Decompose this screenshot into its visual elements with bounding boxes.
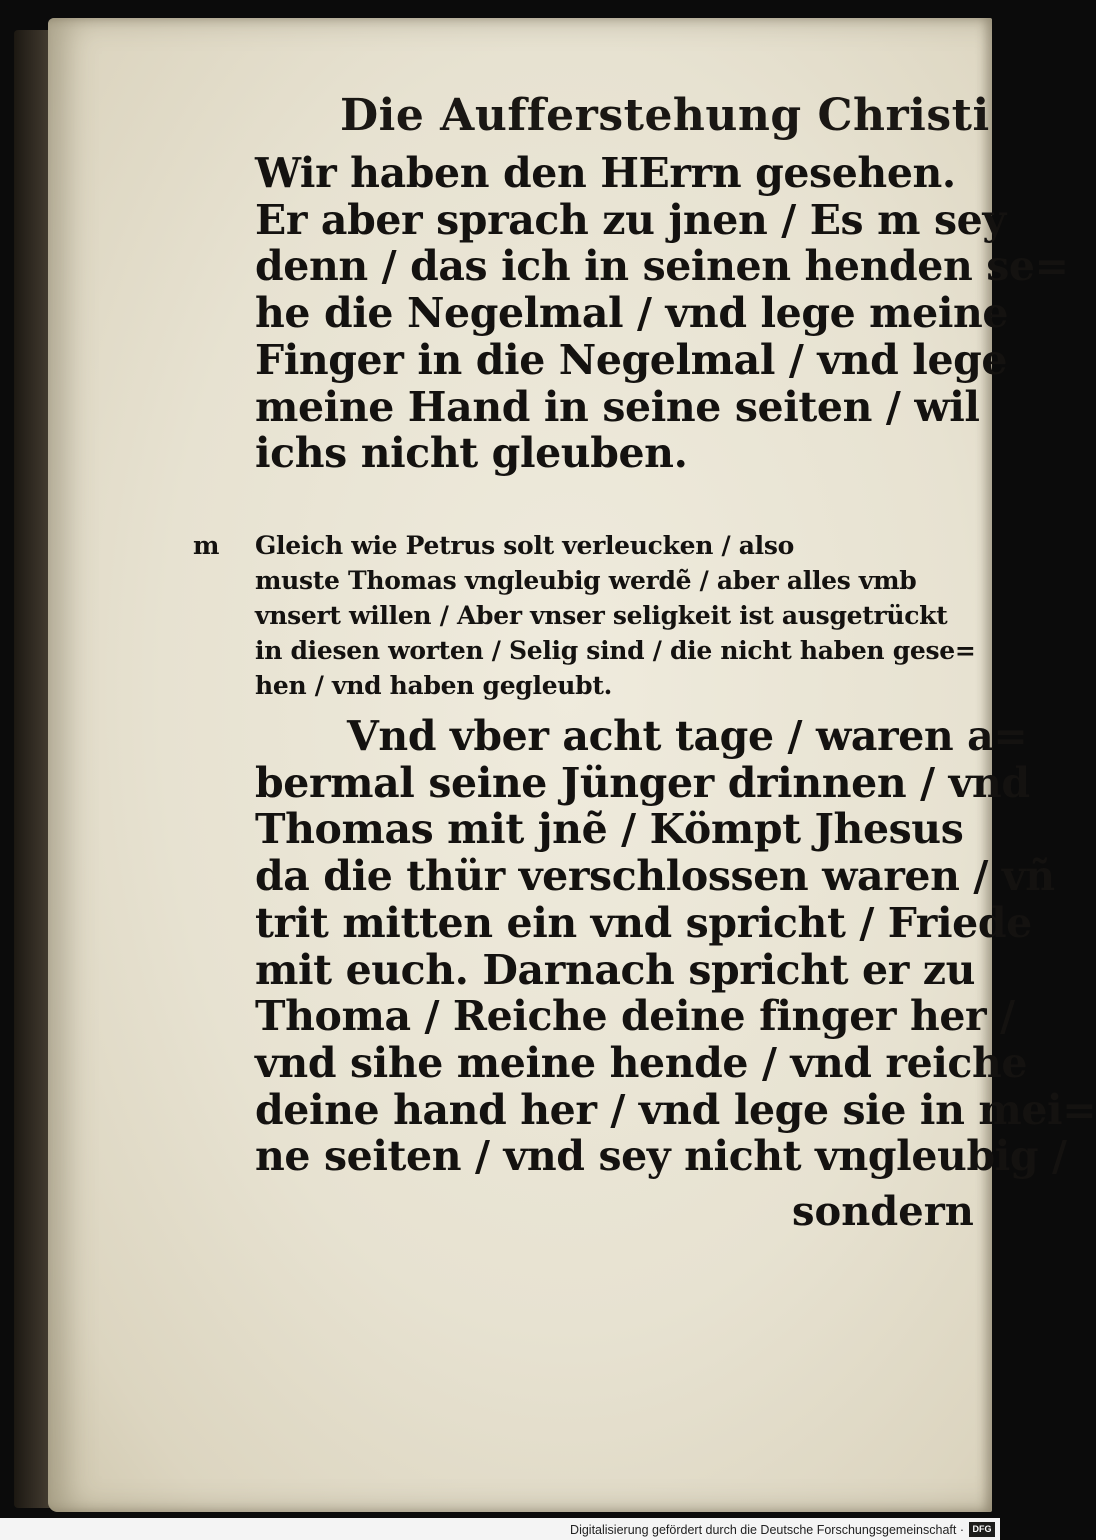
passage-2 [255,712,1096,1181]
text-line: da die thür verschlossen waren / vñ [255,852,1055,901]
gloss-line: Gleich wie Petrus solt verleucken / also [255,531,794,560]
dfg-logo: DFG [969,1522,995,1537]
text-line: deine hand her / vnd lege sie in mei= [255,1085,1096,1134]
text-line: Wir haben den HErrn gesehen. [255,149,956,197]
text-line: bermal seine Jünger drinnen / vnd [255,758,1030,807]
gloss-line: vnsert willen / Aber vnser seligkeit ist ausgetrückt [255,601,948,630]
gloss-line: in diesen worten / Selig sind / die nicht haben gese= [255,636,976,665]
text-line: Er aber sprach zu jnen / Es m sey [255,195,1006,244]
text-line: vnd sihe meine hende / vnd reiche [255,1038,1028,1087]
text-line: ichs nicht gleuben. [255,429,688,478]
gloss-note [193,528,976,703]
text-line: meine Hand in seine seiten / wil [255,382,980,431]
gloss-line: hen / vnd haben gegleubt. [255,671,613,700]
text-line: ne seiten / vnd sey nicht vngleubig / [255,1132,1067,1181]
text-line: trit mitten ein vnd spricht / Friede [255,898,1032,947]
catchword: sondern [792,1188,974,1235]
text-line: mit euch. Darnach spricht er zu [255,945,976,994]
text-line: Vnd vber acht tage / waren a= [347,712,1028,760]
text-line: Finger in die Negelmal / vnd lege [255,335,1008,384]
gloss-line: muste Thomas vngleubig werdẽ / aber alles vmb [255,566,917,595]
text-line: Thomas mit jnẽ / Kömpt Jhesus [255,805,964,854]
footer-credit: Digitalisierung gefördert durch die Deutsche Forschungsgemeinschaft · [570,1523,964,1537]
passage-1 [255,149,1069,478]
text-line: Thoma / Reiche deine finger her / [255,992,1015,1041]
text-line: denn / das ich in seinen henden se= [255,242,1069,291]
digitization-footer [0,1518,1000,1540]
gloss-marker: m [193,531,220,560]
text-line: he die Negelmal / vnd lege meine [255,289,1009,338]
running-head: Die Aufferstehung Christi [340,90,990,141]
